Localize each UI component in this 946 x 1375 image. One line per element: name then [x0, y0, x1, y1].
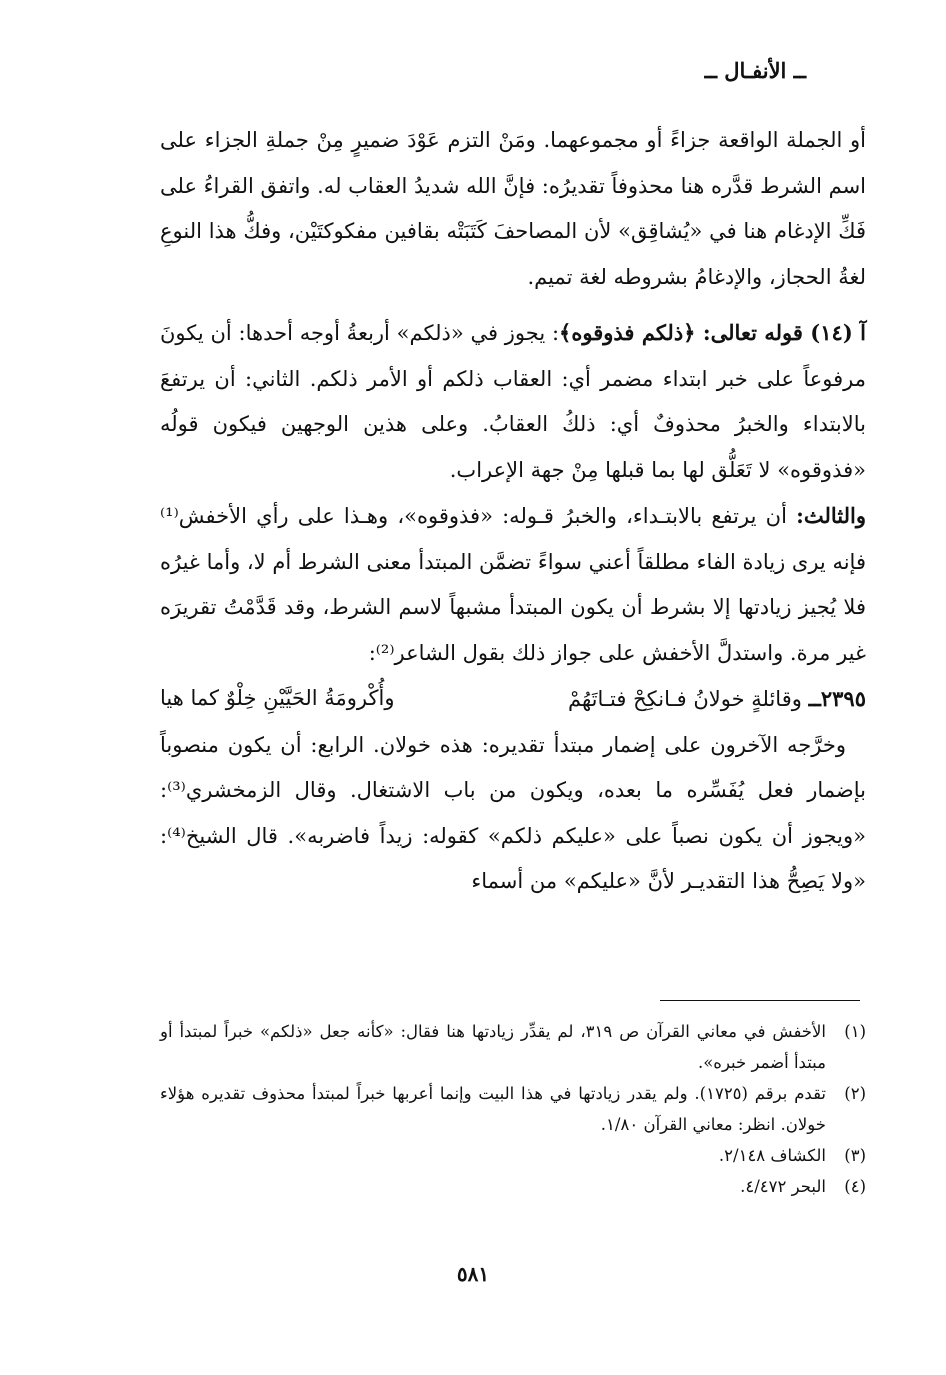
running-header: ــ الأنفـال ــ — [704, 58, 806, 83]
poetry-verse — [160, 676, 866, 723]
verse-first-hemistich — [568, 676, 866, 723]
footnote-separator — [660, 1000, 860, 1001]
verse-second-hemistich: وأُكْرومَةُ الحَيَّيْنِ خِلْوٌ كما هيا — [160, 686, 395, 710]
verse-number: ٢٣٩٥ــ — [808, 686, 866, 711]
footnote-number: (٣) — [844, 1146, 866, 1165]
footnote-1 — [160, 1016, 866, 1078]
footnote-number: (٢) — [844, 1084, 866, 1103]
main-text — [160, 118, 866, 905]
page-number: ٥٨١ — [456, 1262, 490, 1286]
footnote-number: (٤) — [844, 1177, 866, 1196]
paragraph-1: أو الجملة الواقعة جزاءً أو مجموعهما. ومَنْ التزم عَوْدَ ضميرٍ مِنْ جملةِ الجزاء على اسم الشرط قدَّره هنا محذوفاً تقديرُه: فإنَّ الله شديدُ العقاب له. واتفق القراءُ على فَكِّ الإدغام هنا في «يُشاقِق» لأن المصاحفَ كَتَبَتْه بقافين مفكوكتَيْن، وفكُّ هذا النوعِ لغةُ الحجاز، والإدغامُ بشروطه لغة تميم. — [160, 128, 866, 289]
footnote-4 — [160, 1171, 866, 1202]
footnote-text: الأخفش في معاني القرآن ص ٣١٩، لم يقدِّر زيادتها هنا فقال: «كأنه جعل «ذلكم» خبراً لمبتدأ أو مبتدأ أضمر خبره». — [160, 1022, 826, 1072]
footnote-text: الكشاف ٢/١٤٨. — [718, 1146, 826, 1165]
paragraph-2 — [160, 310, 866, 493]
footnote-3 — [160, 1140, 866, 1171]
paragraph-3-body: أن يرتفع بالابتـداء، والخبرُ قـوله: «فذوقوه»، وهـذا على رأي الأخفش⁽¹⁾ فإنه يرى زيادة الفاء مطلقاً أعني سواءً تضمَّن المبتدأ معنى الشرط أم لا، وأما غيرُه فلا يُجيز زيادتها إلا بشرط أن يكون المبتدأ مشبهاً لاسم الشرط، وقد قَدَّمْتُ تقريرَه غير مرة. واستدلَّ الأخفش على جواز ذلك بقول الشاعر⁽²⁾: — [160, 504, 867, 665]
footnote-text: تقدم برقم (١٧٢٥). ولم يقدر زيادتها في هذا البيت وإنما أعربها خبراً لمبتدأ محذوف تقديره هؤلاء خولان. انظر: معاني القرآن ١/٨٠. — [160, 1084, 827, 1134]
verse-heading: آ (١٤) قوله تعالى: ﴿ذلكم فذوقوه﴾ — [559, 320, 866, 345]
paragraph-3 — [160, 493, 866, 676]
verse-first-text: وقائلةٍ خولانُ فـانكِحْ فتـاتَهُمْ — [567, 687, 802, 711]
footnote-text: البحر ٤/٤٧٢. — [740, 1177, 826, 1196]
footnote-2 — [160, 1078, 866, 1140]
third-view-label: والثالث: — [796, 503, 866, 528]
paragraph-2-body: : يجوز في «ذلكم» أربعةُ أوجه أحدها: أن يكونَ مرفوعاً على خبر ابتداء مضمر أي: العقاب ذلكم أو الأمر ذلكم. الثاني: أن يرتفعَ بالابتداء والخبرُ محذوفٌ أي: ذلكُ العقابُ. وعلى هذين الوجهين فيكون قولُه «فذوقوه» لا تَعَلُّق لها بما قبلها مِنْ جهة الإعراب. — [160, 321, 866, 482]
footnotes — [160, 1016, 866, 1202]
footnote-number: (١) — [844, 1022, 866, 1041]
paragraph-4: وخرَّجه الآخرون على إضمار مبتدأ تقديره: هذه خولان. الرابع: أن يكون منصوباً بإضمار فعل يُفَسِّره ما بعده، ويكون من باب الاشتغال. وقال الزمخشري⁽³⁾: «ويجوز أن يكون نصباً على «عليكم ذلكم» كقوله: زيداً فاضربه». قال الشيخ⁽⁴⁾: «ولا يَصِحُّ هذا التقديـر لأنَّ «عليكم» من أسماء — [160, 732, 866, 893]
